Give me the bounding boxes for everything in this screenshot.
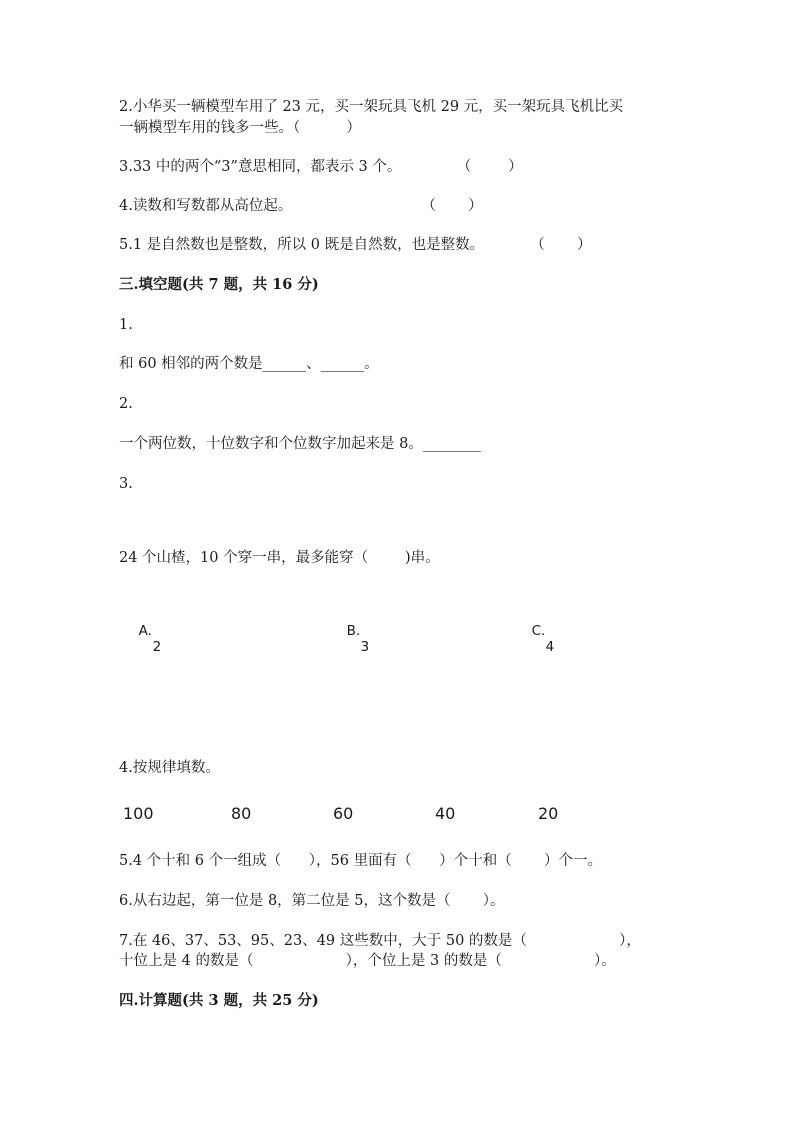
- fill7-line1: 7.在 46、37、53、95、23、49 这些数中，大于 50 的数是（ ），: [119, 933, 641, 949]
- option-c-value: 4: [545, 639, 555, 655]
- sequence-item: 60: [333, 804, 354, 823]
- q3-statement: 3.33 中的两个“3”意思相同，都表示 3 个。 （ ）: [119, 159, 523, 175]
- option-c-label: C.: [531, 623, 546, 639]
- option-c: [523, 607, 554, 655]
- q5-statement: 5.1 是自然数也是整数，所以 0 既是自然数，也是整数。 （ ）: [119, 237, 592, 253]
- fill1-number: 1.: [119, 317, 133, 333]
- fill2-number: 2.: [119, 396, 133, 412]
- option-a: [130, 607, 161, 655]
- q2-line1: 2.小华买一辆模型车用了 23 元，买一架玩具飞机 29 元，买一架玩具飞机比买: [119, 99, 624, 115]
- option-b-value: 3: [360, 639, 370, 655]
- fill1-text: 和 60 相邻的两个数是______、______。: [119, 356, 379, 372]
- fill7-line2: 十位上是 4 的数是（ ），个位上是 3 的数是（ ）。: [119, 953, 616, 969]
- section3-title: 三.填空题(共 7 题，共 16 分): [119, 276, 319, 293]
- fill4-text: 4.按规律填数。: [119, 760, 220, 776]
- fill2-text: 一个两位数，十位数字和个位数字加起来是 8。________: [119, 436, 481, 452]
- option-a-label: A.: [138, 623, 152, 639]
- fill5-text: 5.4 个十和 6 个一组成（ ），56 里面有（ ）个十和（ ）个一。: [119, 853, 602, 869]
- option-b-label: B.: [346, 623, 361, 639]
- sequence-item: 80: [231, 804, 252, 823]
- q4-statement: 4.读数和写数都从高位起。 （ ）: [119, 198, 483, 214]
- option-b: [338, 607, 369, 655]
- fill3-text: 24 个山楂，10 个穿一串，最多能穿（ )串。: [119, 550, 440, 566]
- sequence-item: 20: [538, 804, 559, 823]
- q2-line2: 一辆模型车用的钱多一些。（ ）: [119, 120, 361, 136]
- sequence-item: 100: [123, 804, 154, 823]
- fill6-text: 6.从右边起，第一位是 8，第二位是 5，这个数是（ ）。: [119, 893, 505, 909]
- section4-title: 四.计算题(共 3 题，共 25 分): [119, 992, 319, 1009]
- option-a-value: 2: [152, 639, 162, 655]
- sequence-item: 40: [435, 804, 456, 823]
- fill3-number: 3.: [119, 476, 133, 492]
